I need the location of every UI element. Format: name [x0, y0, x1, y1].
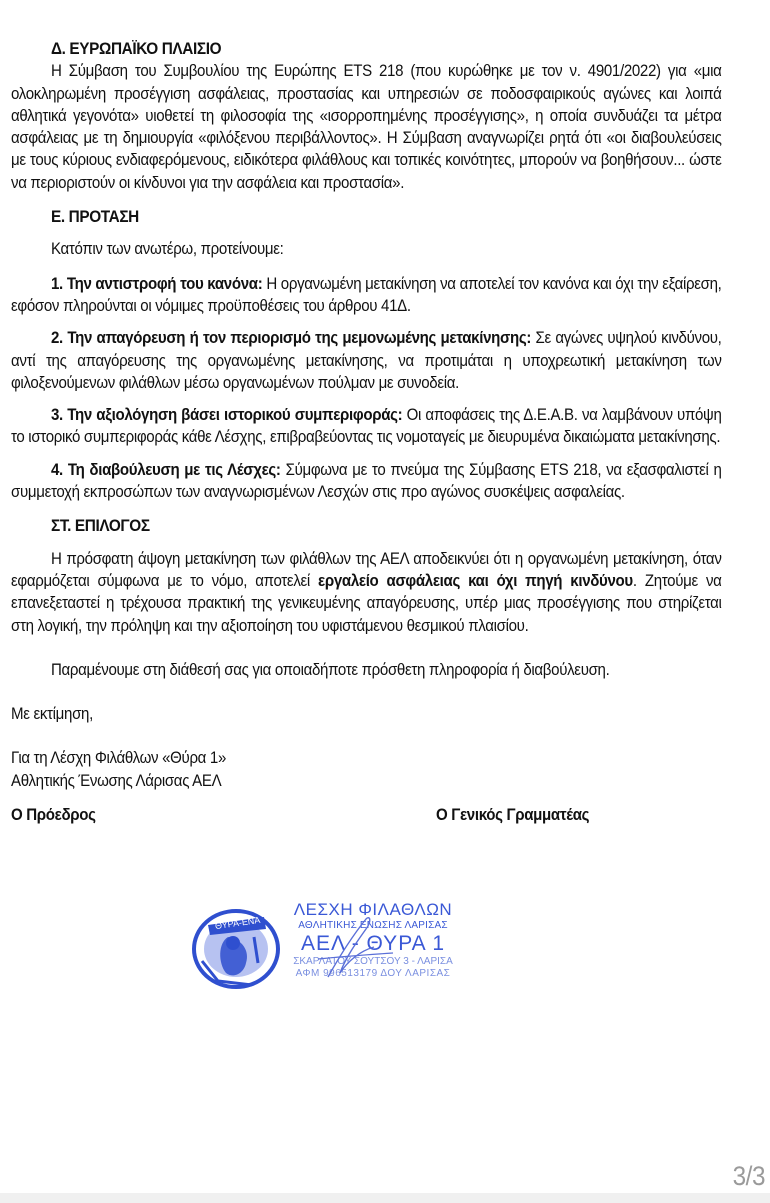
- handwritten-signature-icon: [308, 899, 398, 989]
- signer-president: Ο Πρόεδρος: [11, 806, 96, 825]
- proposal-item-text: Σε αγώνες υψηλού κινδύνου, αντί της απαγόρευσης της οργανωμένης μετακίνησης, να προτιμάται η υποχρεωτική μετακίνηση των φιλοξενούμενων φιλάθλων μέσω οργανωμένων πούλμαν με συνοδεία.: [11, 329, 722, 392]
- stamp-line-2: ΑΘΛΗΤΙΚΗΣ ΕΝΩΣΗΣ ΛΑΡΙΣΑΣ: [298, 920, 448, 931]
- org-line-2: Αθλητικής Ένωσης Λάρισας ΑΕΛ: [11, 771, 222, 790]
- signer-secretary: Ο Γενικός Γραμματέας: [436, 806, 590, 825]
- org-line-1: Για τη Λέσχη Φιλάθλων «Θύρα 1»: [11, 749, 227, 768]
- proposal-item-text: Οι αποφάσεις της Δ.Ε.Α.Β. να λαμβάνουν υπόψη το ιστορικό συμπεριφοράς κάθε Λέσχης, επιβραβεύοντας τις νομοταγείς με διευρυμένα δικαιώματα μετακίνησης.: [11, 406, 722, 447]
- proposal-item-title: 1. Την αντιστροφή του κανόνα:: [50, 274, 263, 293]
- emphasis-text: εργαλείο ασφάλειας και όχι πηγή κινδύνου: [318, 571, 633, 590]
- viewer-bottom-bar: [0, 1193, 770, 1203]
- salutation: Με εκτίμηση,: [11, 705, 93, 724]
- proposal-item-1: [11, 273, 722, 318]
- stamp-line-5: ΑΦΜ 996513179 ΔΟΥ ΛΑΡΙΣΑΣ: [295, 968, 451, 979]
- signatories: [11, 804, 722, 828]
- proposal-item-text: Η οργανωμένη μετακίνηση να αποτελεί τον κανόνα και όχι την εξαίρεση, εφόσον πληρούνται οι νόμιμες προϋποθέσεις του άρθρου 41Δ.: [11, 274, 722, 315]
- section-d-heading: Δ. ΕΥΡΩΠΑΪΚΟ ΠΛΑΙΣΙΟ: [50, 40, 222, 58]
- section-e-heading: Ε. ΠΡΟΤΑΣΗ: [50, 208, 139, 227]
- club-stamp: [188, 897, 453, 997]
- proposal-item-2: [11, 327, 722, 394]
- proposal-item-text: Σύμφωνα με το πνεύμα της Σύμβασης ETS 218, να εξασφαλιστεί η συμμετοχή εκπροσώπων των αναγνωρισμένων Λεσχών στις προ αγώνος συσκέψεις ασφαλείας.: [11, 460, 722, 502]
- proposal-item-title: 4. Τη διαβούλευση με τις Λέσχες:: [50, 460, 281, 479]
- proposal-item-title: 3. Την αξιολόγηση βάσει ιστορικού συμπεριφοράς:: [50, 406, 403, 425]
- epilogue-paragraph: Η πρόσφατη άψογη μετακίνηση των φιλάθλων της ΑΕΛ αποδεικνύει ότι η οργανωμένη μετακίνηση, όταν εφαρμόζεται σύμφωνα με το νόμο, αποτελεί εργαλείο ασφάλειας και όχι πηγή κινδύνου. Ζητούμε να επανεξεταστεί η τρέχουσα πρακτική της γενικευμένης απαγόρευσης, υπέρ μιας προσέγγισης που στηρίζεται στη λογική, την πρόληψη και την αξιοποίηση του υφιστάμενου θεσμικού πλαισίου.: [11, 549, 722, 635]
- proposal-item-4: [11, 459, 722, 504]
- stamp-line-1: ΛΕΣΧΗ ΦΙΛΑΘΛΩΝ: [293, 900, 453, 919]
- club-seal-icon: [188, 903, 284, 991]
- section-st-heading: ΣΤ. ΕΠΙΛΟΓΟΣ: [50, 517, 150, 536]
- proposal-item-3: [11, 404, 722, 449]
- section-d-paragraph: Η Σύμβαση του Συμβουλίου της Ευρώπης ETS 218 (που κυρώθηκε με τον ν. 4901/2022) για «μια ολοκληρωμένη προσέγγιση ασφάλειας, προστασίας και υπηρεσιών σε ποδοσφαιρικούς αγώνες και λοιπά αθλητικά γεγονότα» υιοθετεί τη φιλοσοφία της «ισορροπημένης προσέγγισης», η οποία συνδυάζει τα μέτρα ασφάλειας με τη δημιουργία «φιλόξενου περιβάλλοντος». Η Σύμβαση αναγνωρίζει ρητά ότι «οι διαβουλεύσεις με τους κύριους ενδιαφερόμενους, ειδικότερα φιλάθλους και τοπικές κοινότητες, μπορούν να βοηθήσουν... ώστε να περιοριστούν οι κίνδυνοι για την ασφάλεια και προστασία».: [11, 62, 722, 192]
- stamp-line-4: ΣΚΑΡΛΑΤΟΥ ΣΟΥΤΣΟΥ 3 - ΛΑΡΙΣΑ: [293, 956, 453, 967]
- proposal-item-title: 2. Την απαγόρευση ή τον περιορισμό της μεμονωμένης μετακίνησης:: [50, 329, 532, 348]
- page-indicator: 3/3: [732, 1161, 765, 1191]
- svg-text:ΘΥΡΑ-ΕΝΑ: ΘΥΡΑ-ΕΝΑ: [214, 914, 261, 932]
- document-body: [11, 38, 722, 828]
- availability-paragraph: Παραμένουμε στη διάθεσή σας για οποιαδήποτε πρόσθετη πληροφορία ή διαβούλευση.: [50, 660, 610, 679]
- section-e-intro: Κατόπιν των ανωτέρω, προτείνουμε:: [50, 240, 284, 259]
- stamp-line-3: ΑΕΛ - ΘΥΡΑ 1: [300, 932, 446, 955]
